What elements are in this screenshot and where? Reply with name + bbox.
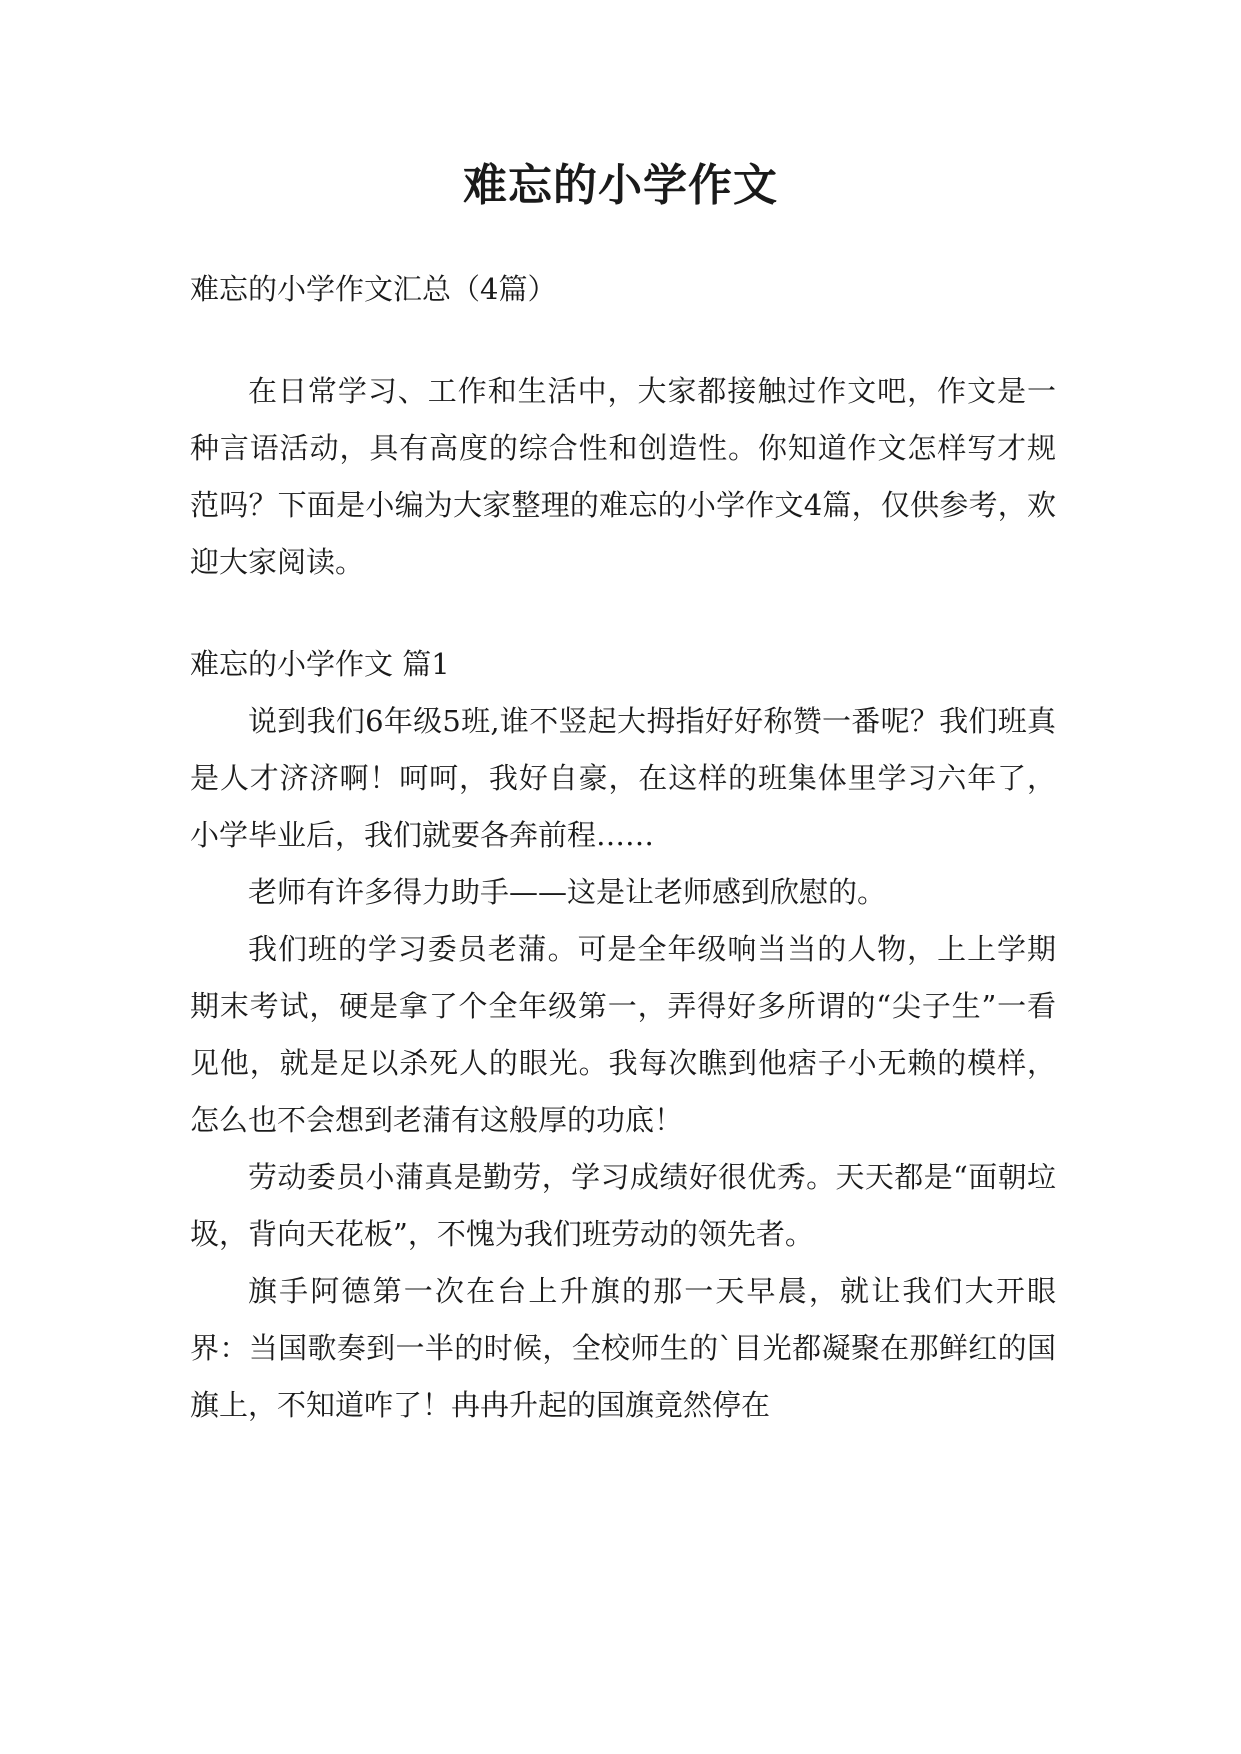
intro-paragraph: 在日常学习、工作和生活中，大家都接触过作文吧，作文是一种言语活动，具有高度的综合性和创造性。你知道作文怎样写才规范吗？下面是小编为大家整理的难忘的小学作文4篇，仅供参考，欢迎大家阅读。 [190, 374, 1056, 579]
body-paragraph: 旗手阿德第一次在台上升旗的那一天早晨，就让我们大开眼界：当国歌奏到一半的时候，全校师生的`目光都凝聚在那鲜红的国旗上，不知道咋了！冉冉升起的国旗竟然停在 [190, 1274, 1056, 1422]
document-body [190, 261, 1056, 1434]
body-paragraph: 说到我们6年级5班,谁不竖起大拇指好好称赞一番呢？我们班真是人才济济啊！呵呵，我好自豪，在这样的班集体里学习六年了，小学毕业后，我们就要各奔前程…… [190, 704, 1056, 852]
body-paragraph: 劳动委员小蒲真是勤劳，学习成绩好很优秀。天天都是“面朝垃圾，背向天花板”，不愧为我们班劳动的领先者。 [190, 1160, 1056, 1251]
document-title: 难忘的小学作文 [463, 160, 778, 211]
document-subtitle: 难忘的小学作文汇总（4篇） [190, 272, 557, 306]
section-heading: 难忘的小学作文 篇1 [190, 647, 450, 681]
body-paragraph: 我们班的学习委员老蒲。可是全年级响当当的人物，上上学期期末考试，硬是拿了个全年级第一，弄得好多所谓的“尖子生”一看见他，就是足以杀死人的眼光。我每次瞧到他痞子小无赖的模样，怎么也不会想到老蒲有这般厚的功底！ [190, 932, 1056, 1137]
body-paragraph: 老师有许多得力助手——这是让老师感到欣慰的。 [248, 875, 887, 909]
